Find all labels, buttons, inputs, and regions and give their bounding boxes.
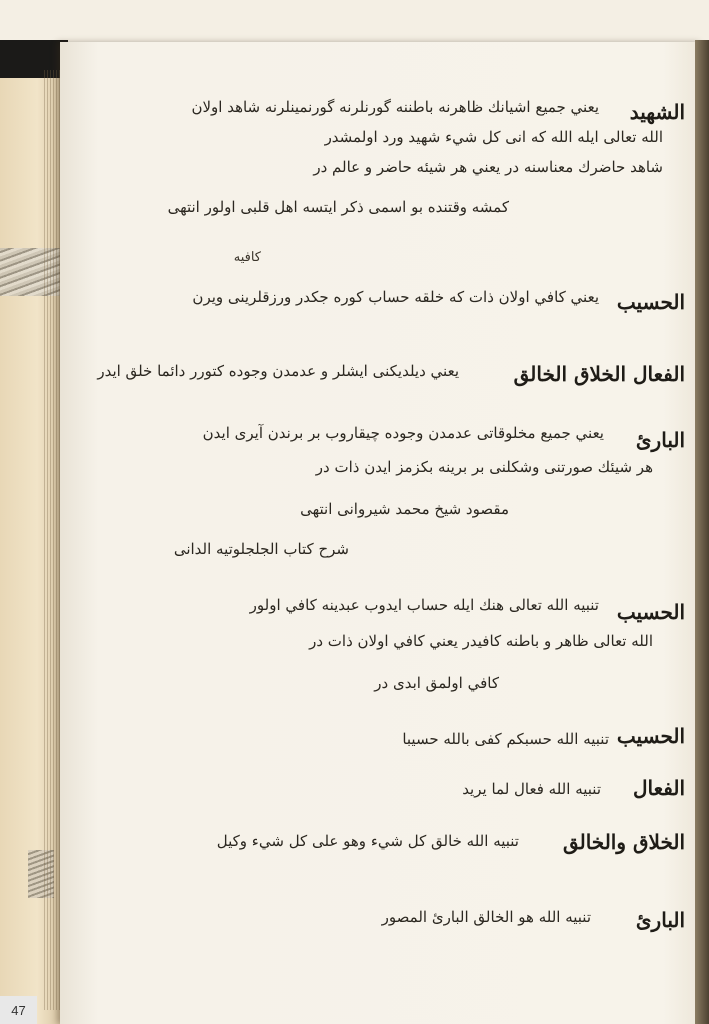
text-line: الله تعالى ظاهر و باطنه كافيدر يعني كافي اولان ذات در bbox=[309, 632, 653, 650]
text-line: تنبيه الله حسبكم كفى بالله حسيبا bbox=[402, 730, 609, 748]
manuscript-page bbox=[60, 42, 702, 1024]
heading-al-fa-al: الفعال الخلاق الخالق bbox=[513, 362, 685, 386]
text-line: تنبيه الله خالق كل شيء وهو على كل شيء وكيل bbox=[216, 832, 519, 850]
text-line: كمشه وقتنده بو اسمى ذكر ايتسه اهل قلبى اولور انتهى bbox=[167, 198, 509, 216]
heading-al-khallaq: الخلاق والخالق bbox=[562, 830, 685, 854]
text-line: الله تعالى ايله الله كه انى كل شيء شهيد ورد اولمشدر bbox=[324, 128, 663, 146]
heading-al-hasib: الحسيب bbox=[616, 290, 685, 314]
text-line: شاهد حاضرك معناسنه در يعني هر شيئه حاضر و عالم در bbox=[313, 158, 663, 176]
marginal-note: كافيه bbox=[233, 250, 261, 265]
section-subtitle: شرح كتاب الجلجلوتيه الدانى bbox=[173, 540, 349, 558]
text-line: تنبيه الله هو الخالق البارئ المصور bbox=[381, 908, 591, 926]
page-number-badge: 47 bbox=[0, 996, 37, 1024]
heading-al-shahid: الشهيد bbox=[629, 100, 685, 124]
text-line: تنبيه الله فعال لما يريد bbox=[462, 780, 601, 798]
text-line: يعني كافي اولان ذات كه خلقه حساب كوره جكدر ورزقلرينى ويرن bbox=[192, 288, 599, 306]
text-line: يعني ديلديكنى ايشلر و عدمدن وجوده كتورر دائما خلق ايدر bbox=[97, 362, 459, 380]
right-binding-shadow bbox=[695, 40, 709, 1024]
text-line: كافي اولمق ابدى در bbox=[374, 674, 499, 692]
text-line: تنبيه الله تعالى هنك ايله حساب ايدوب عبدينه كافي اولور bbox=[249, 596, 599, 614]
heading-al-fa-al-2: الفعال bbox=[632, 776, 685, 800]
text-line: يعني جميع اشيانك ظاهرنه باطننه گورنلرنه گورنمينلرنه شاهد اولان bbox=[191, 98, 599, 116]
heading-al-bari-2: البارئ bbox=[635, 908, 685, 932]
text-line: مقصود شيخ محمد شيروانى انتهى bbox=[300, 500, 509, 518]
text-line: هر شيئك صورتنى وشكلنى بر برينه بكزمز ايدن ذات در bbox=[315, 458, 653, 476]
heading-al-bari: البارئ bbox=[635, 428, 685, 452]
heading-al-hasib-3: الحسيب bbox=[616, 724, 685, 748]
heading-al-hasib-2: الحسيب bbox=[616, 600, 685, 624]
text-line: يعني جميع مخلوقاتى عدمدن وجوده چيقاروب بر برندن آيرى ايدن bbox=[202, 424, 604, 442]
